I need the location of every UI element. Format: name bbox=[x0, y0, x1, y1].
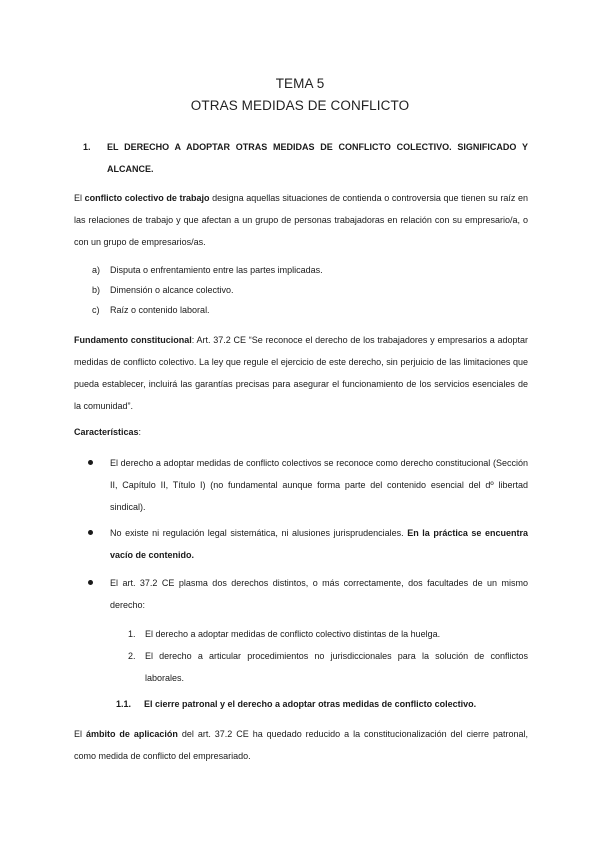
list-item bbox=[92, 280, 512, 300]
ambito-prefix: El bbox=[74, 729, 86, 739]
intro-prefix: El bbox=[74, 193, 85, 203]
numbered-list bbox=[128, 623, 528, 689]
intro-text: designa aquellas situaciones de contienda o controversia que tienen su raíz en las relaciones de trabajo y que afectan a un grupo de personas trabajadoras en relación con su empresario/a, o con un grupo de empresarios/as. bbox=[74, 193, 528, 247]
bullet-text: No existe ni regulación legal sistemática, ni alusiones jurisprudenciales. bbox=[110, 528, 408, 538]
list-item bbox=[92, 260, 512, 280]
bullet-text: El derecho a adoptar medidas de conflicto colectivos se reconoce como derecho constitucional (Sección II, Capítulo II, Título I) (no fundamental aunque forma parte del contenido esencial del dº libertad sindical). bbox=[110, 458, 528, 512]
section-number: 1. bbox=[83, 142, 91, 152]
bullet-item bbox=[88, 452, 528, 518]
document-subtitle: OTRAS MEDIDAS DE CONFLICTO bbox=[190, 98, 410, 113]
subsection-number: 1.1. bbox=[116, 699, 132, 709]
bullet-bold-text: En la práctica se encuentra vacío de contenido. bbox=[110, 528, 528, 560]
alpha-list bbox=[92, 260, 512, 320]
list-item-text: El derecho a adoptar medidas de conflicto colectivo distintas de la huelga. bbox=[145, 629, 441, 639]
caracteristicas-label: Características bbox=[74, 427, 139, 437]
bullet-item bbox=[88, 522, 528, 566]
caracteristicas-colon: : bbox=[138, 427, 142, 437]
list-item-text: Raíz o contenido laboral. bbox=[110, 305, 210, 315]
caracteristicas-heading bbox=[74, 421, 528, 443]
ambito-paragraph bbox=[74, 723, 528, 767]
list-marker: c) bbox=[92, 305, 100, 315]
bullet-item bbox=[88, 572, 528, 616]
section-heading bbox=[83, 136, 528, 180]
fundamento-text: : Art. 37.2 CE “Se reconoce el derecho de los trabajadores y empresarios a adoptar medidas de conflicto colectivo. La ley que regule el ejercicio de este derecho, sin perjuicio de las limitaciones que pueda establecer, incluirá las garantías precisas para asegurar el funcionamiento de los servicios esenciales de la comunidad”. bbox=[74, 335, 528, 411]
ambito-bold-term: ámbito de aplicación bbox=[85, 729, 178, 739]
bullet-icon bbox=[88, 580, 93, 585]
fundamento-paragraph bbox=[74, 329, 528, 417]
list-item-text: El derecho a articular procedimientos no jurisdiccionales para la solución de conflictos laborales. bbox=[145, 651, 528, 683]
list-item-text: Dimensión o alcance colectivo. bbox=[110, 285, 234, 295]
list-item bbox=[92, 300, 512, 320]
intro-paragraph bbox=[74, 187, 528, 253]
list-marker: b) bbox=[92, 285, 101, 295]
ambito-text: del art. 37.2 CE ha quedado reducido a la constitucionalización del cierre patronal, como medida de conflicto del empresariado. bbox=[74, 729, 528, 761]
document-title: TEMA 5 bbox=[275, 76, 325, 91]
list-item-text: Disputa o enfrentamiento entre las partes implicadas. bbox=[110, 265, 323, 275]
subsection-title: El cierre patronal y el derecho a adoptar otras medidas de conflicto colectivo. bbox=[144, 699, 477, 709]
list-marker: 1. bbox=[128, 629, 136, 639]
intro-bold-term: conflicto colectivo de trabajo bbox=[84, 193, 210, 203]
fundamento-label: Fundamento constitucional bbox=[74, 335, 192, 345]
bullet-text: El art. 37.2 CE plasma dos derechos distintos, o más correctamente, dos facultades de un mismo derecho: bbox=[110, 578, 528, 610]
list-item bbox=[128, 645, 528, 689]
list-item bbox=[128, 623, 528, 645]
bullet-icon bbox=[88, 530, 93, 535]
list-marker: a) bbox=[92, 265, 101, 275]
bullet-icon bbox=[88, 460, 93, 465]
section-title: EL DERECHO A ADOPTAR OTRAS MEDIDAS DE CONFLICTO COLECTIVO. SIGNIFICADO Y ALCANCE. bbox=[107, 142, 528, 174]
list-marker: 2. bbox=[128, 651, 136, 661]
